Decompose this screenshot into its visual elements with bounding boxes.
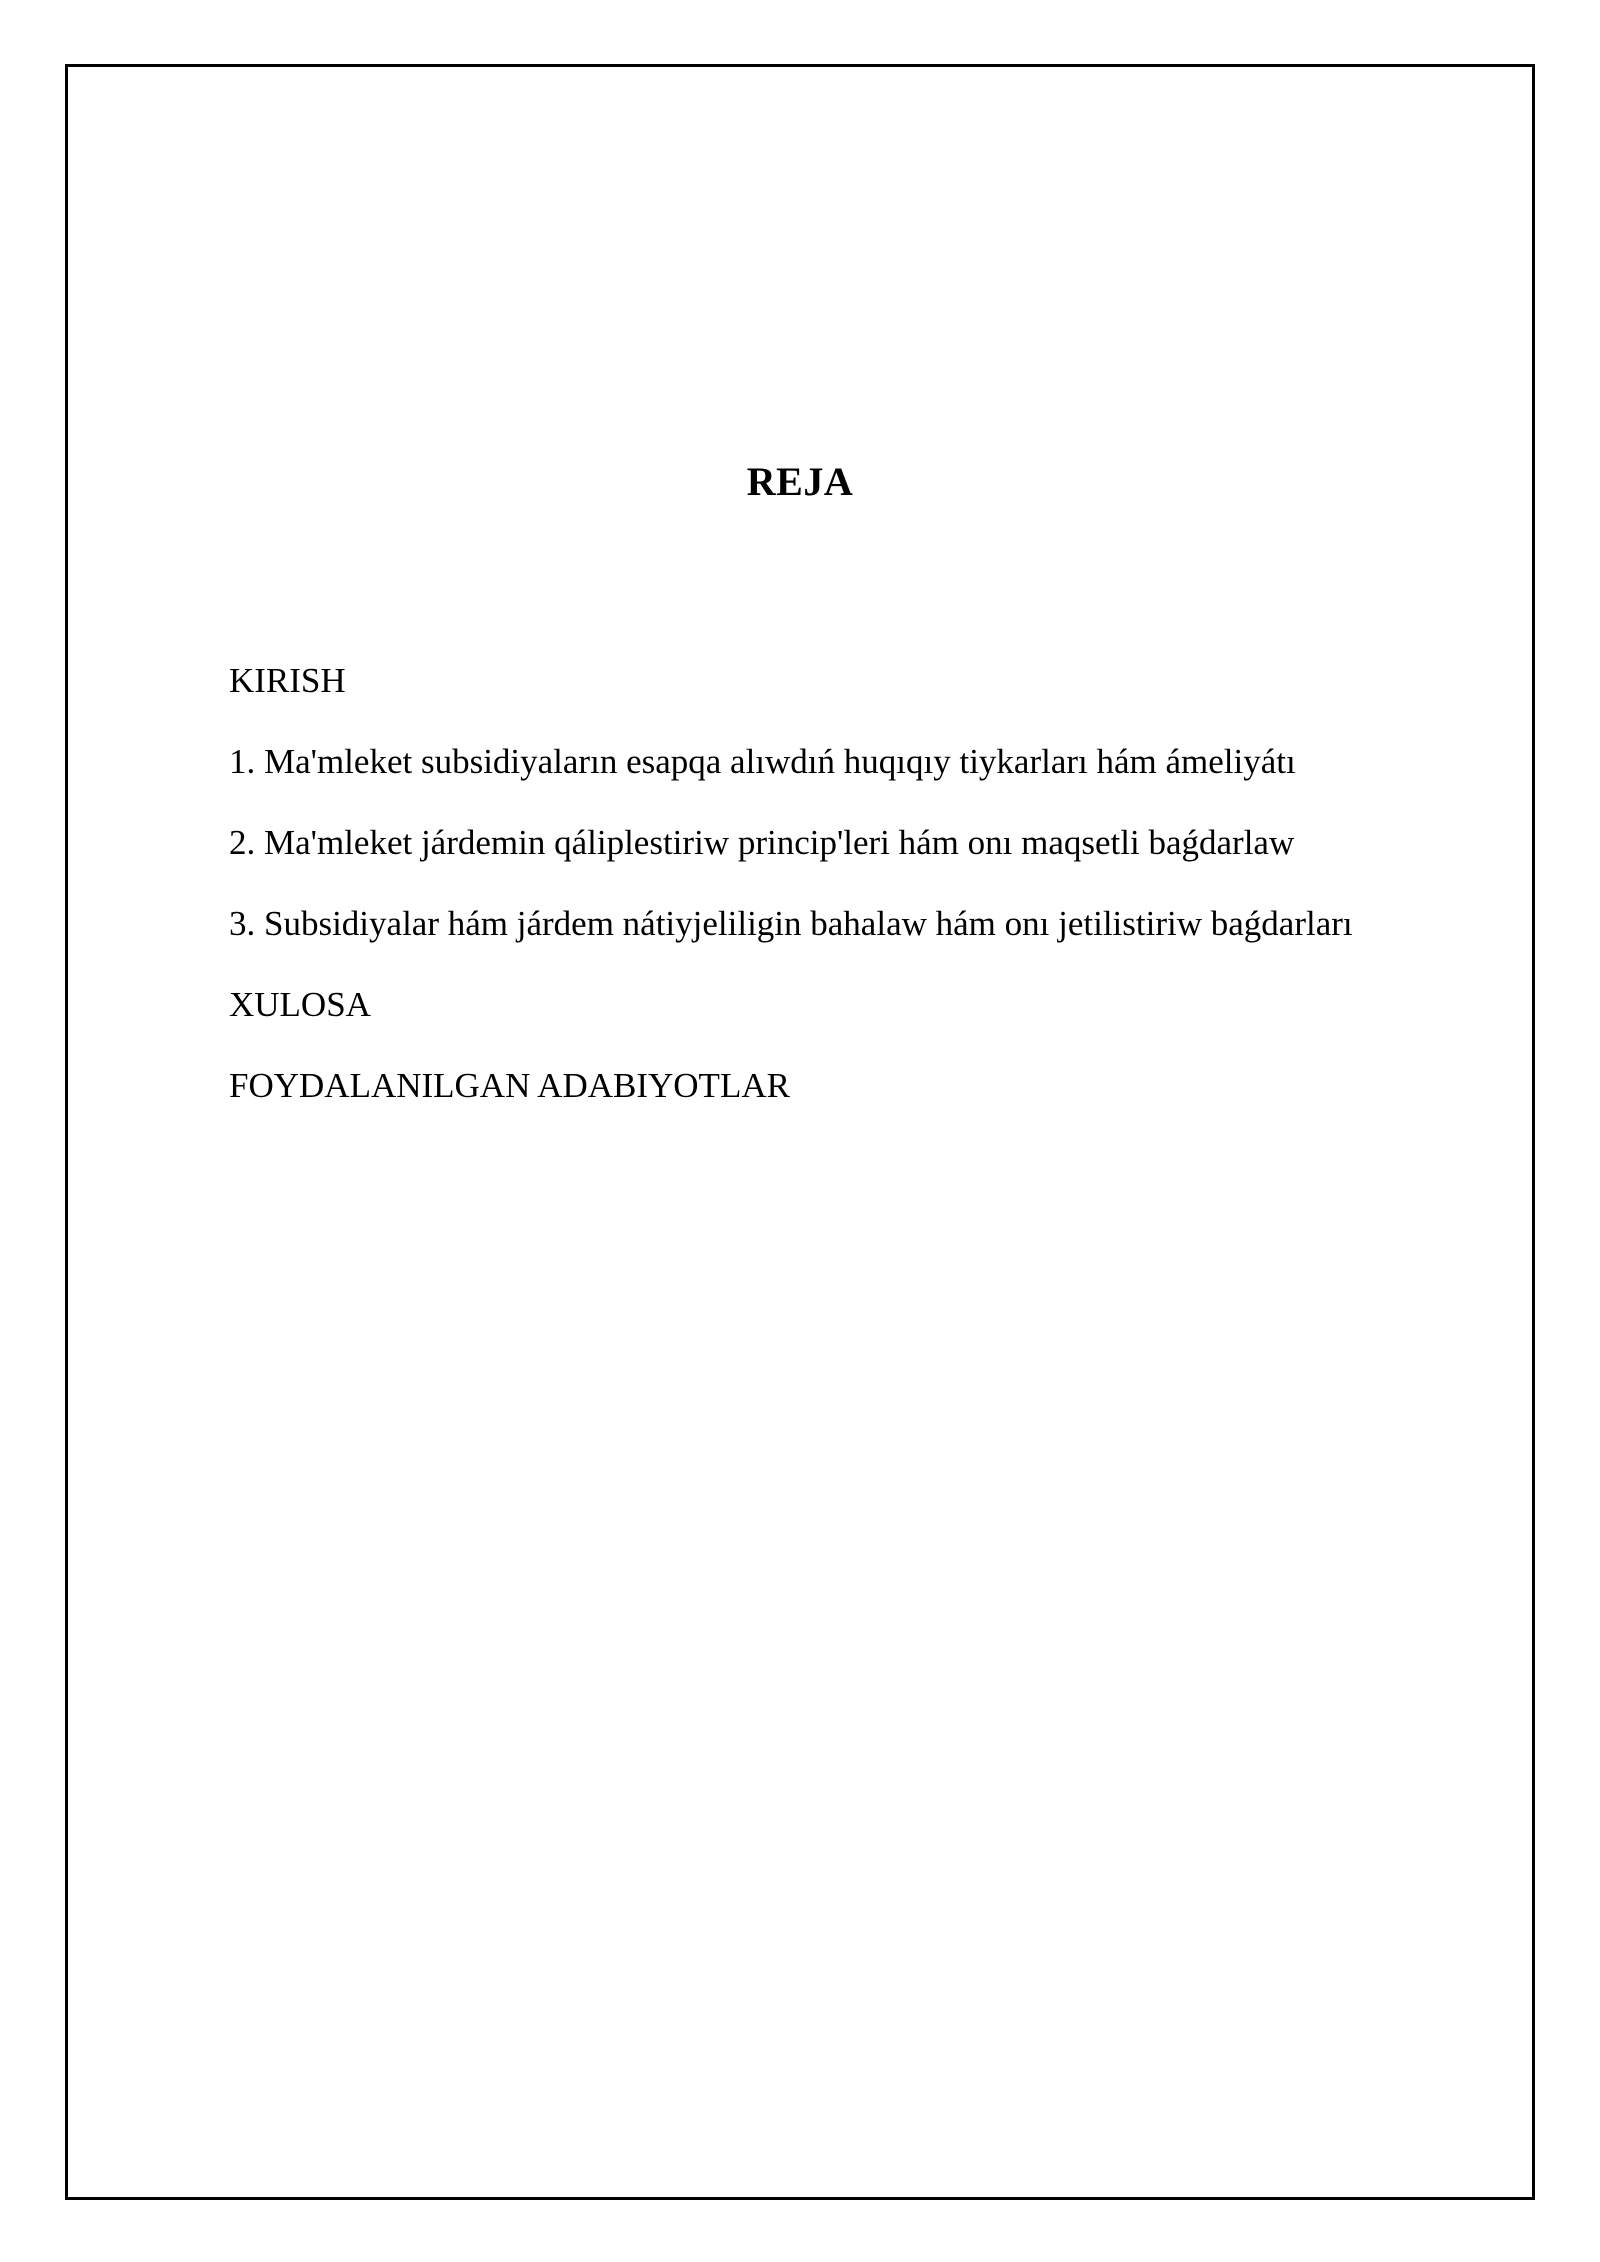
toc-item-2: 2. Ma'mleket járdemin qáliplestiriw princip'leri hám onı maqsetli baǵdarlaw	[229, 823, 1295, 862]
page-border	[65, 64, 1535, 2200]
toc-item-introduction: KIRISH	[229, 661, 346, 700]
toc-item-3: 3. Subsidiyalar hám járdem nátiyjeliligin bahalaw hám onı jetilistiriw baǵdarları	[229, 904, 1353, 943]
toc-item-references: FOYDALANILGAN ADABIYOTLAR	[229, 1066, 790, 1105]
toc-item-conclusion: XULOSA	[229, 985, 371, 1024]
page-title: REJA	[746, 459, 854, 504]
table-of-contents	[229, 640, 1353, 1126]
toc-item-1: 1. Ma'mleket subsidiyaların esapqa alıwdıń huqıqıy tiykarları hám ámeliyátı	[229, 742, 1296, 781]
